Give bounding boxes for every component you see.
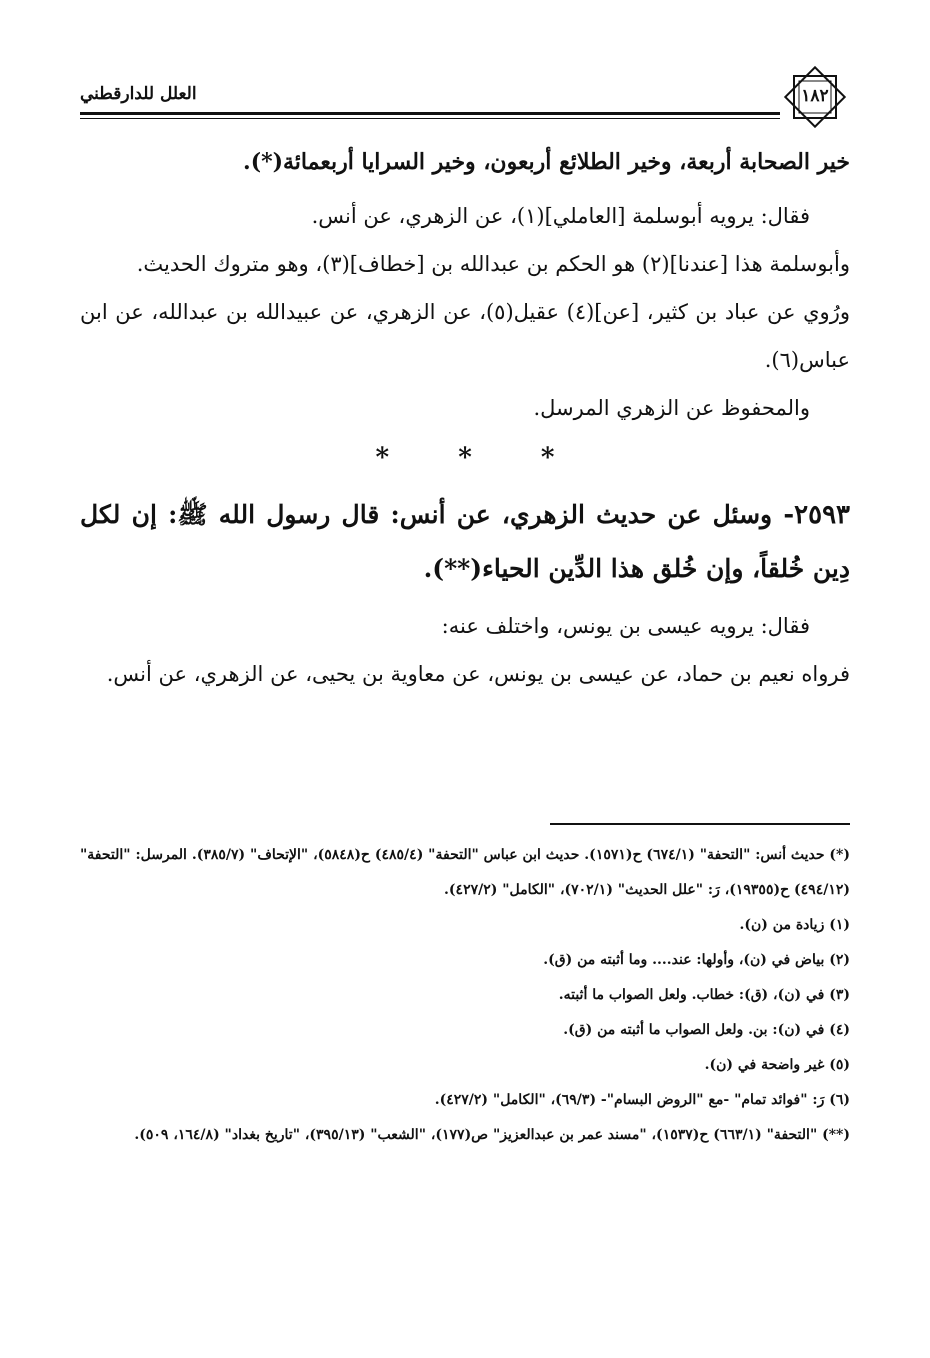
paragraph: ورُوي عن عباد بن كثير، [عن](٤) عقيل(٥)، عن الزهري، عن عبيدالله بن عبدالله، عن ابن عباس(٦). (80, 300, 850, 372)
footnote: (١) زيادة من (ن). (739, 917, 850, 933)
page-number: ١٨٢ (801, 86, 829, 106)
paragraph: خير الصحابة أربعة، وخير الطلائع أربعون، وخير السرايا أربعمائة(*). (243, 149, 850, 175)
footnote: (*) حديث أنس: "التحفة" (٦٧٤/١) ح(١٥٧١). حديث ابن عباس "التحفة" (٤٨٥/٤) ح(٥٨٤٨)، "الإتحاف" (٣٨٥/٧). المرسل: "التحفة" (٤٩٤/١٢) ح(١٩٣٥٥)، رَ: "علل الحديث" (٧٠٢/١)، "الكامل" (٤٢٧/٢). (80, 847, 851, 898)
star-separator: * (375, 443, 390, 473)
page-header (80, 60, 850, 130)
header-rule (80, 112, 780, 115)
footnote-separator (550, 823, 850, 825)
footnote: (٥) غير واضحة في (ن). (704, 1057, 850, 1073)
entry-text: وسئل عن حديث الزهري، عن أنس: قال رسول الله ﷺ: إن لكل دِين خُلقاً، وإن خُلق هذا الدِّين الحياء(**). (80, 500, 850, 583)
paragraph: فرواه نعيم بن حماد، عن عيسى بن يونس، عن معاوية بن يحيى، عن الزهري، عن أنس. (106, 662, 850, 686)
footnote: (٢) بياض في (ن)، وأولها: عند.... وما أثبته من (ق). (543, 952, 850, 968)
star-separator: * (540, 443, 555, 473)
footnote: (٦) رَ: "فوائد تمام" -مع "الروض البسام"- (٦٩/٣)، "الكامل" (٤٢٧/٢). (434, 1092, 850, 1108)
paragraph: فقال: يرويه أبوسلمة [العاملي](١)، عن الزهري، عن أنس. (311, 204, 810, 228)
section-separator (80, 434, 850, 482)
footnotes (80, 838, 850, 1153)
book-title: العلل للدارقطني (80, 84, 197, 104)
header-rule-thin (80, 118, 780, 119)
entry-number: ٢٥٩٣- (783, 500, 850, 530)
page-number-badge (780, 66, 850, 128)
star-separator: * (458, 443, 472, 473)
paragraph: وأبوسلمة هذا [عندنا](٢) هو الحكم بن عبدالله بن [خطاف](٣)، وهو متروك الحديث. (136, 252, 850, 276)
footnote: (٤) في (ن): بن. ولعل الصواب ما أثبته من (ق). (563, 1022, 850, 1038)
entry-heading (80, 488, 850, 596)
paragraph: والمحفوظ عن الزهري المرسل. (533, 396, 810, 420)
footnote: (٣) في (ن)، (ق): خطاب. ولعل الصواب ما أثبته. (558, 987, 850, 1003)
main-text (80, 138, 850, 698)
paragraph: فقال: يرويه عيسى بن يونس، واختلف عنه: (441, 614, 810, 638)
footnote: (**) "التحفة" (٦٦٣/١) ح(١٥٣٧)، "مسند عمر بن عبدالعزيز" ص(١٧٧)، "الشعب" (٣٩٥/١٣)، "تاريخ بغداد" (١٦٤/٨، ٥٠٩). (134, 1127, 850, 1143)
